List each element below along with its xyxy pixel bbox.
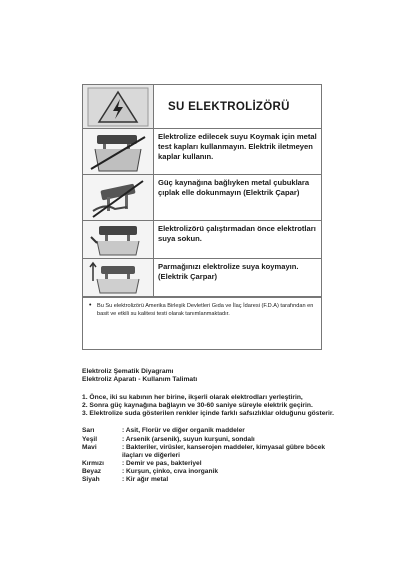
step-1: 1. Önce, iki su kabının her birine, ikşerli olarak elektrodları yerleştirin, <box>82 393 303 401</box>
color-desc: : Asit, Florür ve diğer organik maddeler <box>122 427 245 435</box>
warning-text: Parmağınızı elektrolize suya koymayın. (Elektrik Çarpar) <box>158 262 299 281</box>
electrode-in-water-icon <box>83 221 154 258</box>
color-name: Yeşil <box>82 435 98 443</box>
instructions-heading-2: Elektroliz Aparatı - Kullanım Talimatı <box>82 376 198 384</box>
note-row <box>83 297 321 349</box>
color-desc: : Bakteriler, virüsler, kanserojen maddeler, kimyasal gübre böcek ilaçları ve diğerleri <box>122 443 326 459</box>
step-2: 2. Sonra güç kaynağına bağlayın ve 30-60 saniye süreyle elektrik geçirin. <box>82 401 313 409</box>
title-row <box>83 85 321 129</box>
hand-in-water-icon <box>83 259 154 296</box>
page-title: SU ELEKTROLİZÖRÜ <box>168 100 290 113</box>
instructions-heading-1: Elektroliz Şematik Diyagramı <box>82 368 174 375</box>
bullet-icon: • <box>89 302 92 309</box>
instructions-section <box>82 368 342 484</box>
color-name: Mavi <box>82 443 97 451</box>
color-name: Kırmızı <box>82 459 104 467</box>
fda-note <box>83 298 321 349</box>
color-desc: : Demir ve pas, bakteriyel <box>122 459 202 467</box>
color-name: Sarı <box>82 427 95 435</box>
no-touch-electrolyzer-icon <box>83 175 154 220</box>
warning-row <box>83 259 321 297</box>
step-3: 3. Elektrolize suda gösterilen renkler içinde farklı safsızlıklar olduğunu gösterir. <box>82 410 334 418</box>
warning-text: Güç kaynağına bağlıyken metal çubuklara çıplak elle dokunmayın (Elektrik Çapar) <box>158 178 310 197</box>
warning-row <box>83 129 321 175</box>
high-voltage-warning-icon <box>83 85 154 128</box>
color-legend <box>82 427 342 484</box>
electrolyzer-beaker-icon <box>83 129 154 174</box>
color-name: Siyah <box>82 476 100 484</box>
instruction-sheet <box>82 84 322 350</box>
color-desc: : Kir ağır metal <box>122 476 169 484</box>
color-desc: : Kurşun, çinko, cıva inorganik <box>122 467 218 475</box>
warning-row <box>83 221 321 259</box>
fda-note-text: Bu Su elektrolizörü Amerika Birleşik Devletleri Gıda ve İlaç İdaresi (F.D.A) tarafından en basit ve etkili su kalitesi testi olarak tanımlanmaktadır. <box>97 303 314 317</box>
color-desc: : Arsenik (arsenik), suyun kurşuni, sondalı <box>122 435 255 443</box>
warning-text: Elektrolize edilecek suyu Koymak için metal test kapları kullanmayın. Elektrik iletmeyen kaplar kullanın. <box>158 132 317 161</box>
color-name: Beyaz <box>82 467 102 475</box>
warning-text: Elektrolizörü çalıştırmadan önce elektrotları suya sokun. <box>158 224 316 243</box>
warning-row <box>83 175 321 221</box>
